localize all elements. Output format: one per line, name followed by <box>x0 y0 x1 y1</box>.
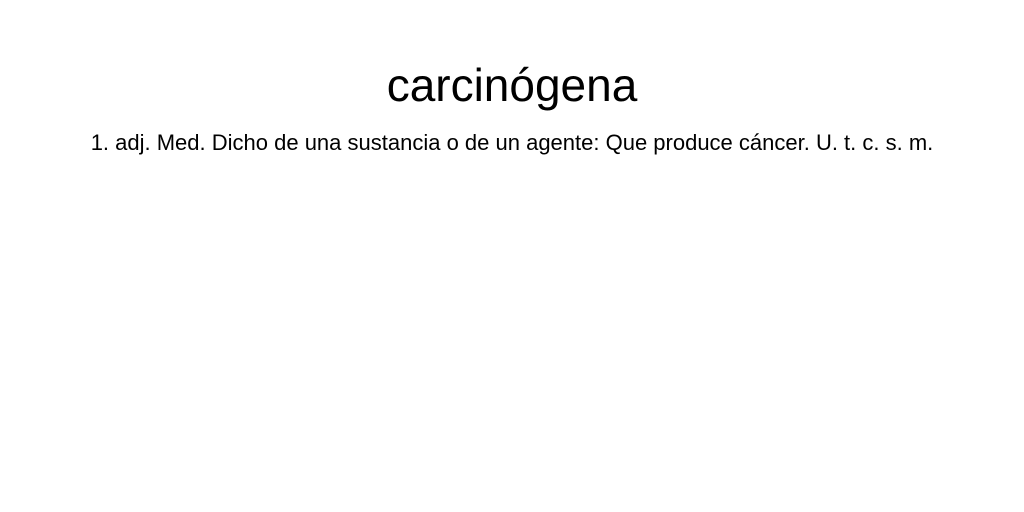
headword: carcinógena <box>386 59 638 111</box>
definition-text: 1. adj. Med. Dicho de una sustancia o de un agente: Que produce cáncer. U. t. c. s. m. <box>90 130 934 155</box>
dictionary-entry <box>0 0 1024 162</box>
